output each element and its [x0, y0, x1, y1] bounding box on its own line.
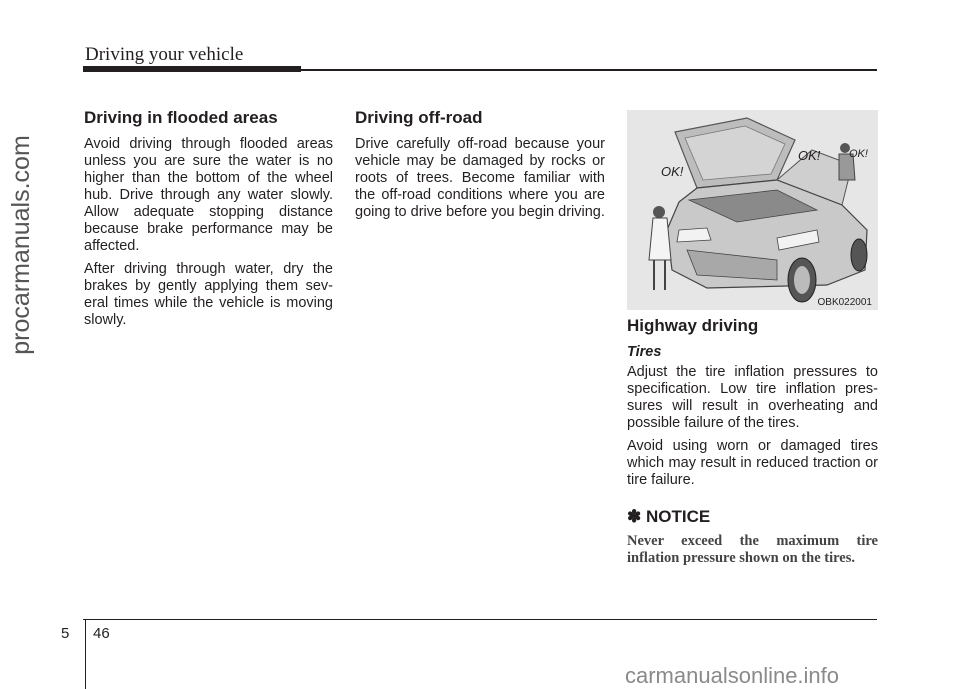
offroad-heading: Driving off-road: [355, 108, 483, 127]
notice-heading: ✽ NOTICE: [627, 507, 711, 526]
highway-heading: Highway driving: [627, 316, 759, 335]
footer-rule: [83, 619, 877, 620]
footer-vertical-rule: [85, 620, 86, 689]
page-header-title: Driving your vehicle: [85, 44, 244, 65]
header-rule-thin: [301, 69, 877, 71]
flooded-paragraph-1: Avoid driving through flooded areas unless you are sure the water is no higher than the bottom of the wheel hub. Drive through any water slowly. Allow adequate stopping distance because brake performance may be affected.: [84, 136, 333, 254]
page-section-number: 5: [61, 625, 70, 642]
car-inspection-illustration: [627, 110, 878, 310]
page-number: 46: [93, 625, 110, 642]
section-off-road: [355, 108, 605, 227]
offroad-paragraph-1: Drive carefully off-road because your vehicle may be damaged by rocks or roots of trees. Become familiar with the off-road conditions where you are going to drive before you begin driving.: [355, 136, 605, 220]
header-rule-thick: [83, 66, 301, 72]
side-watermark-text: procarmanuals.com: [7, 135, 35, 355]
ok-label-left: OK!: [661, 164, 684, 179]
flooded-heading: Driving in flooded areas: [84, 108, 278, 127]
section-flooded-areas: [84, 108, 333, 335]
flooded-paragraph-2: After driving through water, dry the brakes by gently applying them sev-eral times while the vehicle is moving slowly.: [84, 261, 333, 328]
notice-text: Never exceed the maximum tire inflation pressure shown on the tires.: [627, 533, 878, 566]
footer-watermark: carmanualsonline.info: [625, 663, 840, 688]
side-watermark: [4, 90, 38, 400]
car-hood-open-drawing: [627, 110, 878, 310]
section-highway-driving: [627, 110, 878, 567]
ok-label-right: OK!: [849, 148, 868, 160]
highway-paragraph-1: Adjust the tire inflation pressures to specification. Low tire inflation pres-sures will result in overheating and possible failure of the tires.: [627, 364, 878, 431]
tires-subheading: Tires: [627, 344, 662, 360]
highway-paragraph-2: Avoid using worn or damaged tires which may result in reduced traction or tire failure.: [627, 438, 878, 488]
ok-label-center: OK!: [798, 148, 821, 163]
illustration-code: OBK022001: [817, 297, 872, 308]
